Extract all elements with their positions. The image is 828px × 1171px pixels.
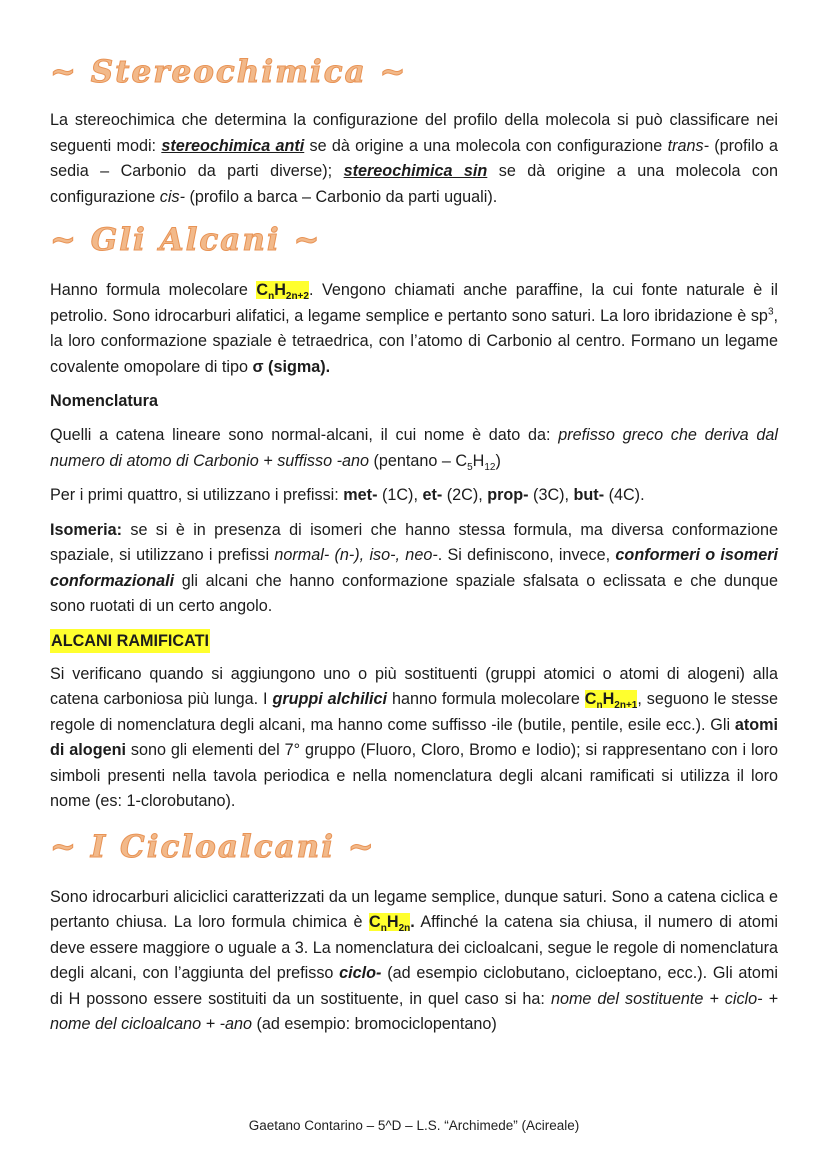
heading-cicloalcani: ~ I Cicloalcani ~ <box>50 828 376 865</box>
page-footer: Gaetano Contarino – 5^D – L.S. “Archimede” (Acireale) <box>248 1118 580 1133</box>
formula-alcani: $C_nH_{2n+2}$ <box>256 281 309 303</box>
paragraph-stereochimica: La stereochimica che determina la configurazione del profilo della molecola si può classificare nei seguenti modi: stereochimica anti se dà origine a una molecola con configurazione trans- (profilo a sedia – Carbonio da parti diverse); stereochimica sin se dà origine a una molecola con configurazione cis- (profilo a barca – Carbonio da parti uguali). <box>50 111 778 206</box>
subheading-alcani-ramificati: ALCANI RAMIFICATI <box>50 629 210 653</box>
heading-stereochimica: ~ Stereochimica ~ <box>50 54 408 90</box>
paragraph-alcani-intro: Hanno formula molecolare $C_nH_{2n+2}$. Vengono chiamati anche paraffine, la cui fonte naturale è il petrolio. Sono idrocarburi alifatici, a legame semplice e pertanto sono saturi. La loro ibridazione è $sp^3$, la loro conformazione spaziale è tetraedrica, con l’atomo di Carbonio al centro. Formano un legame covalente omopolare di tipo σ (sigma). <box>50 281 778 376</box>
formula-alchilici: $C_nH_{2n+1}$ <box>584 690 638 712</box>
heading-alcani: ~ Gli Alcani ~ <box>50 222 322 258</box>
formula-cicloalcani: $C_nH_{2n}$ <box>369 913 411 935</box>
paragraph-isomeria: Isomeria: se si è in presenza di isomeri che hanno stessa formula, ma diversa conformazione spaziale, si utilizzano i prefissi normal- (n-), iso-, neo-. Si definiscono, invece, conformeri o isomeri conformazionali gli alcani che hanno conformazione spaziale sfalsata o eclissata e che dunque sono ruotati di un certo angolo. <box>50 520 779 615</box>
paragraph-ramificati: Si verificano quando si aggiungono uno o più sostituenti (gruppi atomici o atomi di alogeni) alla catena carboniosa più lunga. I gruppi alchilici hanno formula molecolare $C_nH_{2n+1}$, seguono le stesse regole di nomenclatura degli alcani, ma hanno come suffisso -ile (butile, pentile, esile ecc.). Gli atomi di alogeni sono gli elementi del 7° gruppo (Fluoro, Cloro, Bromo e Iodio); si rappresentano con i loro simboli presenti nella tavola periodica e nella nomenclatura degli alcani ramificati si utilizza il loro nome (es: 1-clorobutano). <box>50 664 779 810</box>
subheading-nomenclatura: Nomenclatura <box>50 392 158 410</box>
document-page <box>50 52 778 1047</box>
paragraph-nomenclatura: Quelli a catena lineare sono normal-alcani, il cui nome è dato da: prefisso greco che deriva dal numero di atomo di Carbonio + suffisso -ano $(pentano - C_5H_{12})$ <box>50 426 778 473</box>
paragraph-prefissi: Per i primi quattro, si utilizzano i prefissi: met- (1C), et- (2C), prop- (3C), but- (4C). <box>50 486 645 504</box>
paragraph-cicloalcani: Sono idrocarburi aliciclici caratterizzati da un legame semplice, dunque saturi. Sono a catena ciclica e pertanto chiusa. La loro formula chimica è $C_nH_{2n}$. Affinché la catena sia chiusa, il numero di atomi deve essere maggiore o uguale a 3. La nomenclatura dei cicloalcani, segue le regole di nomenclatura degli alcani, con l’aggiunta del prefisso ciclo- (ad esempio ciclobutano, cicloeptano, ecc.). Gli atomi di H possono essere sostituiti da un sostituente, in quel caso si ha: nome del sostituente + ciclo- + nome del cicloalcano + -ano (ad esempio: bromociclopentano) <box>50 887 778 1033</box>
